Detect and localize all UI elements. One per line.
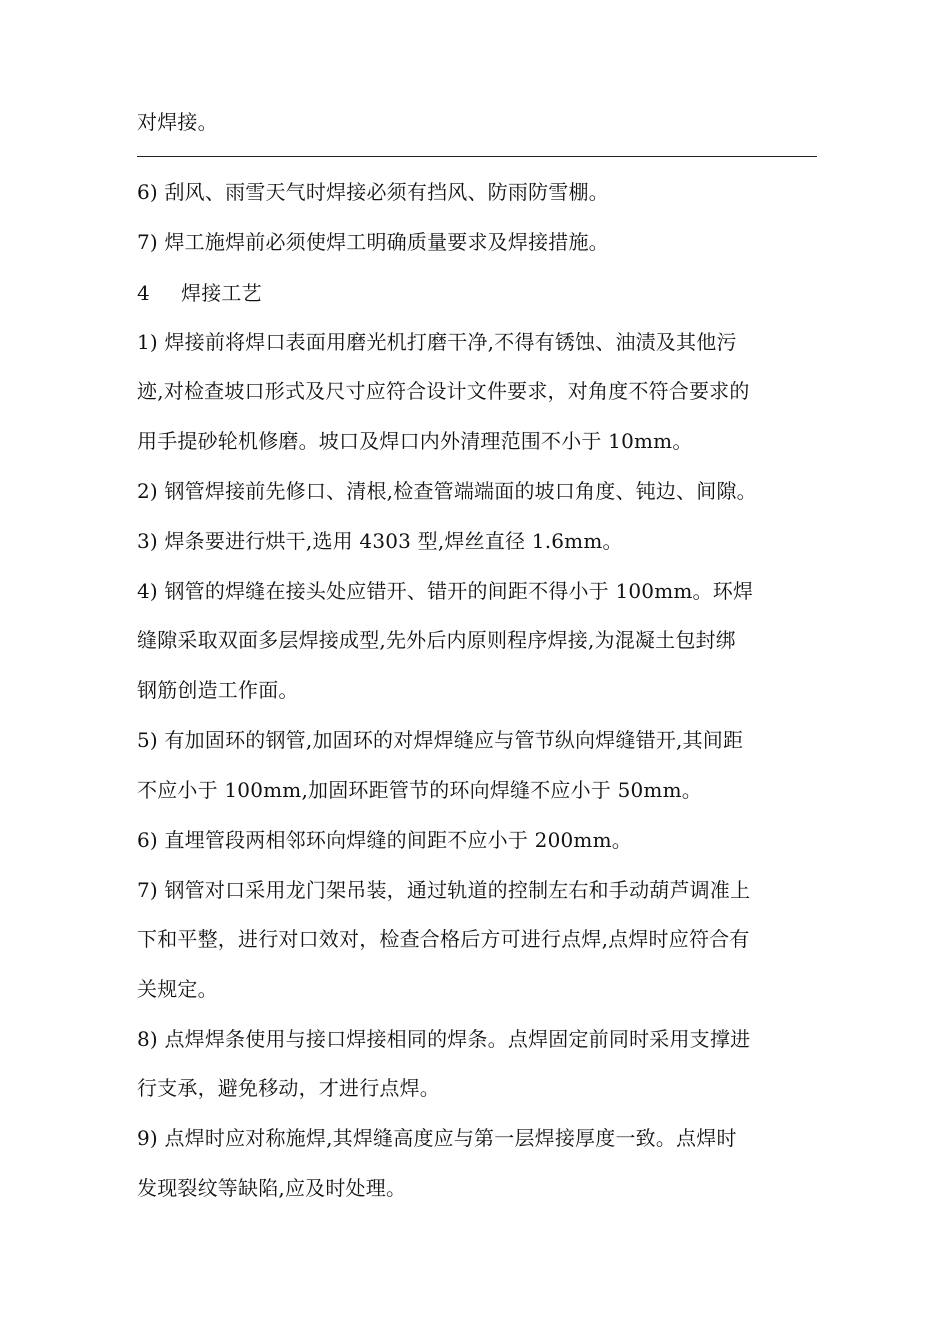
list-item: 5) 有加固环的钢管,加固环的对焊焊缝应与管节纵向焊缝错开,其间距	[137, 728, 744, 752]
list-item-continuation: 缝隙采取双面多层焊接成型,先外后内原则程序焊接,为混凝土包封绑	[137, 628, 736, 652]
list-item-continuation: 行支承，避免移动，才进行点焊。	[137, 1076, 440, 1100]
list-item: 3) 焊条要进行烘干,选用 4303 型,焊丝直径 1.6mm。	[137, 529, 623, 553]
list-item: 1) 焊接前将焊口表面用磨光机打磨干净,不得有锈蚀、油渍及其他污	[137, 330, 737, 354]
paragraph-fragment: 对焊接。	[137, 110, 218, 134]
list-item: 2) 钢管焊接前先修口、清根,检查管端端面的坡口角度、钝边、间隙。	[137, 479, 757, 503]
section-heading	[137, 279, 827, 307]
list-item-continuation: 钢筋创造工作面。	[137, 678, 299, 702]
list-item: 7) 焊工施焊前必须使焊工明确质量要求及焊接措施。	[137, 230, 609, 254]
list-item-continuation: 关规定。	[137, 977, 218, 1001]
list-item-continuation: 发现裂纹等缺陷,应及时处理。	[137, 1176, 407, 1200]
list-item: 4) 钢管的焊缝在接头处应错开、错开的间距不得小于 100mm。环焊	[137, 579, 754, 603]
list-item: 8) 点焊焊条使用与接口焊接相同的焊条。点焊固定前同时采用支撑进	[137, 1027, 751, 1051]
list-item-continuation: 不应小于 100mm,加固环距管节的环向焊缝不应小于 50mm。	[137, 778, 702, 802]
section-title: 焊接工艺	[181, 281, 262, 305]
section-number: 4	[137, 281, 150, 305]
list-item: 9) 点焊时应对称施焊,其焊缝高度应与第一层焊接厚度一致。点焊时	[137, 1126, 737, 1150]
list-item: 6) 刮风、雨雪天气时焊接必须有挡风、防雨防雪棚。	[137, 180, 609, 204]
list-item-continuation: 用手提砂轮机修磨。坡口及焊口内外清理范围不小于 10mm。	[137, 429, 693, 453]
list-item: 7) 钢管对口采用龙门架吊装，通过轨道的控制左右和手动葫芦调准上	[137, 878, 751, 902]
list-item-continuation: 下和平整，进行对口效对，检查合格后方可进行点焊,点焊时应符合有	[137, 927, 750, 951]
list-item: 6) 直埋管段两相邻环向焊缝的间距不应小于 200mm。	[137, 828, 632, 852]
list-item-continuation: 迹,对检查坡口形式及尺寸应符合设计文件要求，对角度不符合要求的	[137, 379, 750, 403]
horizontal-divider	[137, 156, 817, 157]
